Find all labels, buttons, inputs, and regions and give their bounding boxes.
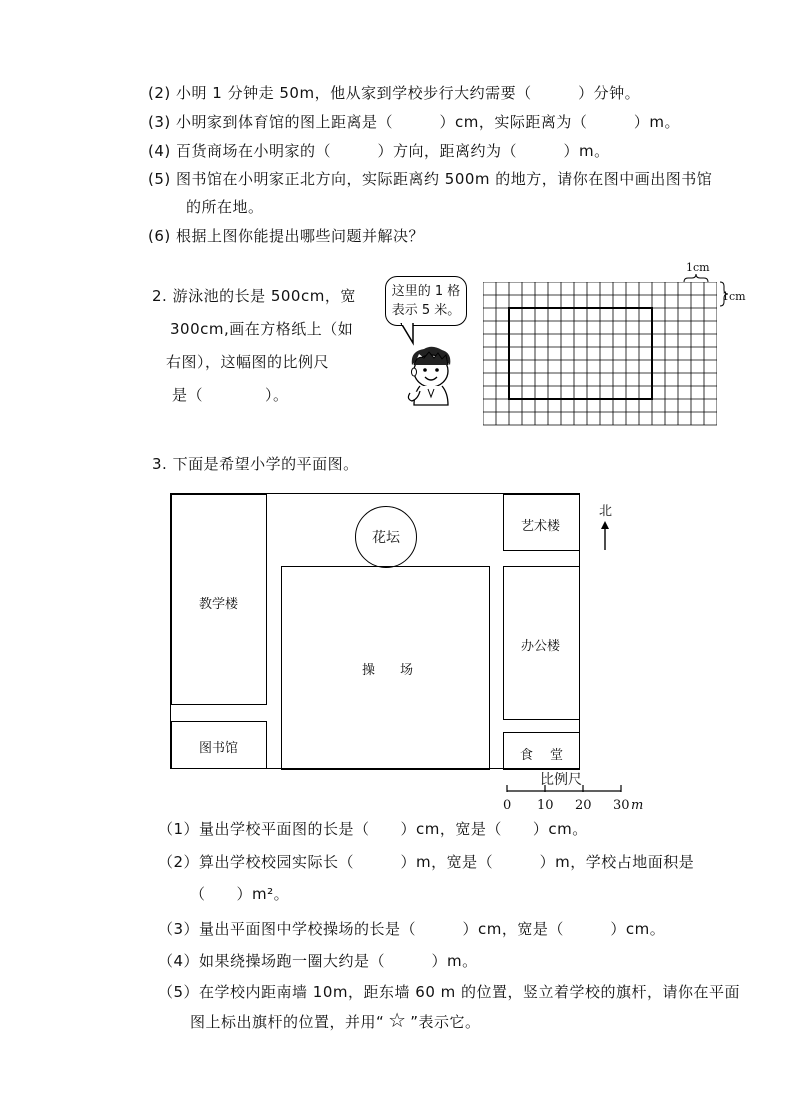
room-flower-bed (355, 506, 417, 568)
grid-dim-top: 1cm (686, 261, 710, 274)
bubble-tail (395, 323, 425, 347)
question-3-5-line2 (190, 1008, 481, 1032)
question-3-5-text-a: 图上标出旗杆的位置，并用“ (190, 1013, 385, 1031)
playground-label-b: 场 (400, 663, 414, 678)
question-3-2-line2: （ ）m²。 (190, 885, 290, 903)
question-3-2-line1: （2）算出学校校园实际长（ ）m，宽是（ ）m，学校占地面积是 (158, 853, 695, 871)
office-building-label: 办公楼 (521, 639, 561, 654)
question-1-4: (4) 百货商场在小明家的（ ）方向，距离约为（ ）m。 (148, 142, 610, 160)
playground-label-a: 操 (362, 663, 376, 678)
room-office-building (503, 566, 580, 720)
room-teaching-building (171, 494, 267, 705)
question-3-1: （1）量出学校平面图的长是（ ）cm，宽是（ ）cm。 (158, 820, 588, 838)
scale-tick-20: 20 (575, 798, 592, 813)
library-label: 图书馆 (199, 741, 239, 756)
question-1-5-line2: 的所在地。 (186, 198, 264, 216)
question-2-line1: 2. 游泳池的长是 500cm，宽 (152, 287, 356, 305)
scale-tick-10: 10 (537, 798, 554, 813)
question-3-title: 3. 下面是希望小学的平面图。 (152, 455, 359, 473)
scale-tick-30: 30 (613, 798, 630, 813)
room-library (171, 721, 267, 769)
question-2-line2: 300cm,画在方格纸上（如 (170, 320, 354, 338)
flower-bed-label: 花坛 (372, 530, 400, 546)
room-art-building (503, 494, 580, 551)
star-icon: ☆ (388, 1008, 407, 1032)
question-2-line4: 是（ ）。 (172, 386, 289, 404)
scale-title: 比例尺 (540, 772, 582, 788)
question-3-5-line1: （5）在学校内距南墙 10m，距东墙 60 m 的位置，竖立着学校的旗杆，请你在平面 (158, 983, 741, 1001)
speech-bubble (385, 276, 467, 326)
room-playground (281, 566, 490, 770)
art-building-label: 艺术楼 (521, 519, 561, 534)
question-1-2: (2) 小明 1 分钟走 50m，他从家到学校步行大约需要（ ）分钟。 (148, 84, 641, 102)
question-1-3: (3) 小明家到体育馆的图上距离是（ ）cm，实际距离为（ ）m。 (148, 113, 680, 131)
north-arrow-icon (598, 520, 612, 552)
school-plan (170, 493, 580, 769)
question-1-6: (6) 根据上图你能提出哪些问题并解决？ (148, 227, 425, 245)
question-3-3: （3）量出平面图中学校操场的长是（ ）cm，宽是（ ）cm。 (158, 920, 666, 938)
teaching-building-label: 教学楼 (199, 597, 239, 612)
north-label: 北 (599, 504, 613, 519)
canteen-label-a: 食 (520, 748, 534, 763)
question-1-5-line1: (5) 图书馆在小明家正北方向，实际距离约 500m 的地方，请你在图中画出图书馆 (148, 170, 713, 188)
question-3-5-text-b: ”表示它。 (410, 1013, 481, 1031)
grid-dim-right: 1cm (722, 290, 746, 303)
question-3-4: （4）如果绕操场跑一圈大约是（ ）m。 (158, 952, 478, 970)
question-2-line3: 右图），这幅图的比例尺 (166, 353, 330, 371)
scale-tick-0: 0 (503, 798, 512, 813)
bubble-text-2: 表示 5 米。 (391, 303, 461, 318)
scale-unit: m (631, 798, 644, 813)
boy-illustration-icon (402, 345, 460, 411)
pool-rectangle (509, 308, 652, 399)
bubble-text-1: 这里的 1 格 (391, 284, 461, 299)
canteen-label-b: 堂 (550, 748, 564, 763)
room-canteen (503, 732, 580, 770)
scale-bar (500, 785, 630, 799)
